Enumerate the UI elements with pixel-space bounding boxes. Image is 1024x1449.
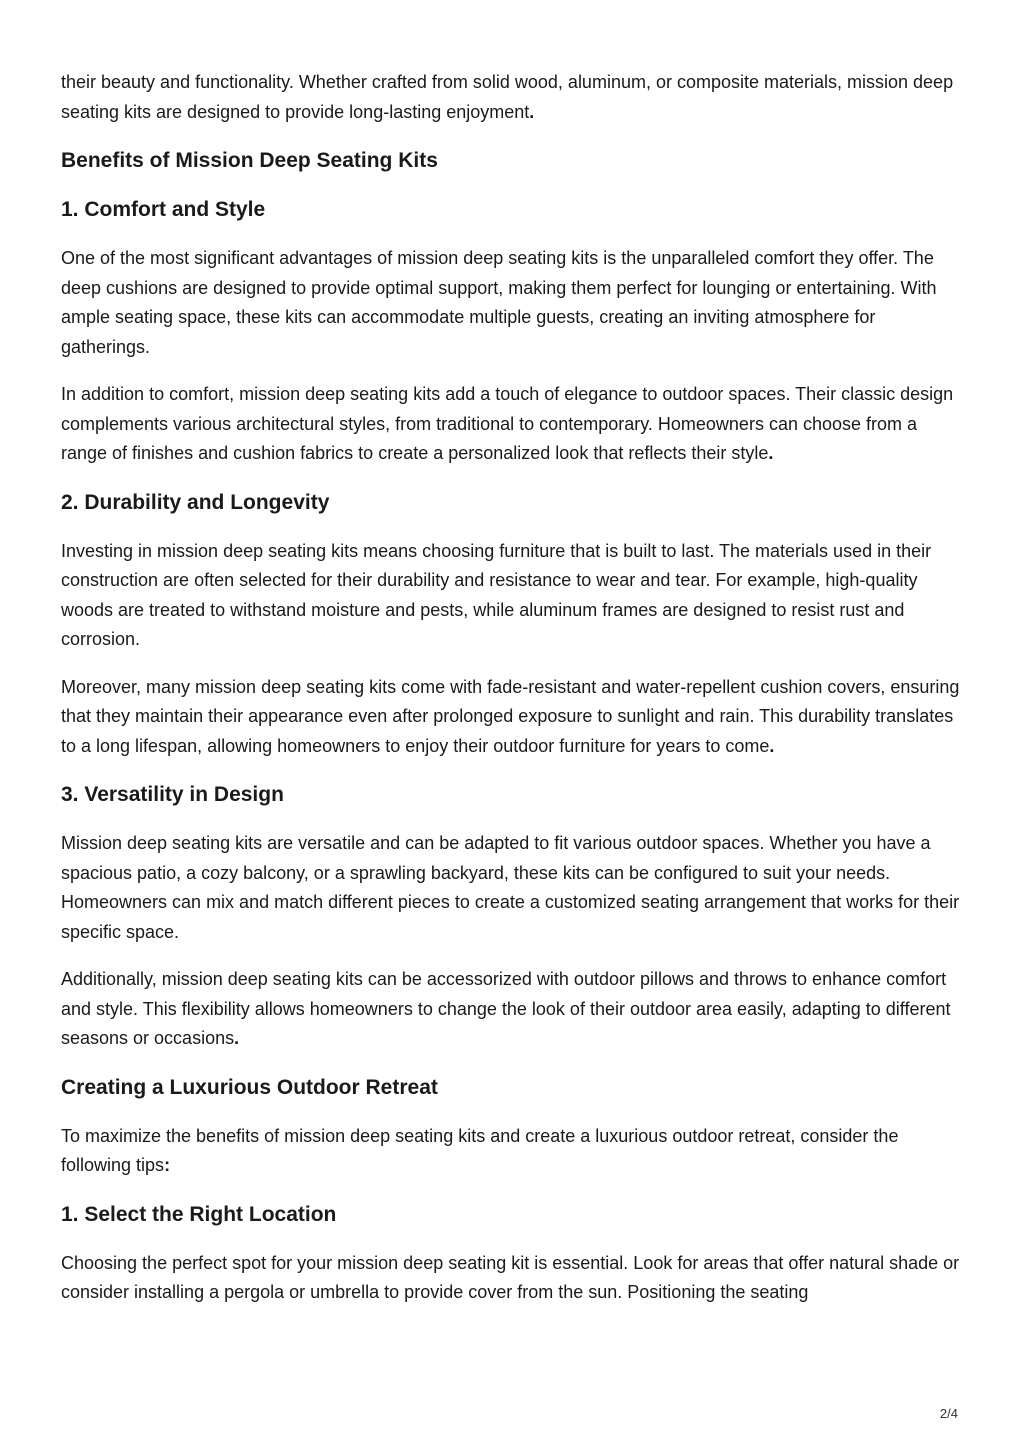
durability-paragraph-2 (61, 673, 967, 762)
versatility-paragraph-1: Mission deep seating kits are versatile and can be adapted to fit various outdoor spaces. Whether you have a spacious patio, a cozy balcony, or a sprawling backyard, these kits can be configured to suit your needs. Homeowners can mix and match different pieces to create a customized seating arrangement that works for their specific space. (61, 833, 960, 942)
durability-paragraph-2-end: . (769, 735, 775, 756)
comfort-paragraph-2-text: In addition to comfort, mission deep seating kits add a touch of elegance to outdoor spaces. Their classic design complements various architectural styles, from traditional to contemporary. Homeowners can choose from a range of finishes and cushion fabrics to create a personalized look that reflects their style (61, 384, 954, 463)
benefits-heading: Benefits of Mission Deep Seating Kits (61, 149, 438, 172)
location-paragraph-1: Choosing the perfect spot for your mission deep seating kit is essential. Look for areas that offer natural shade or consider installing a pergola or umbrella to provide cover from the sun. Positioning the seating (61, 1252, 960, 1302)
location-heading: 1. Select the Right Location (61, 1202, 337, 1226)
durability-paragraph-1: Investing in mission deep seating kits means choosing furniture that is built to last. The materials used in their construction are often selected for their durability and resistance to wear and tear. For example, high-quality woods are treated to withstand moisture and pests, while aluminum frames are designed to resist rust and corrosion. (61, 540, 932, 649)
retreat-intro-text: To maximize the benefits of mission deep seating kits and create a luxurious outdoor retreat, consider the following tips (61, 1125, 899, 1175)
versatility-paragraph-2-text: Additionally, mission deep seating kits can be accessorized with outdoor pillows and throws to enhance comfort and style. This flexibility allows homeowners to change the look of their outdoor area easily, adapting to different seasons or occasions (61, 969, 951, 1048)
intro-paragraph (61, 68, 967, 127)
retreat-intro-paragraph (61, 1122, 967, 1181)
comfort-heading: 1. Comfort and Style (61, 198, 266, 221)
versatility-paragraph-2 (61, 965, 967, 1054)
retreat-heading: Creating a Luxurious Outdoor Retreat (61, 1075, 438, 1099)
comfort-paragraph-2 (61, 380, 967, 469)
durability-heading: 2. Durability and Longevity (61, 490, 330, 514)
durability-paragraph-2-text: Moreover, many mission deep seating kits come with fade-resistant and water-repellent cushion covers, ensuring that they maintain their appearance even after prolonged exposure to sunlight and rain. This durability translates to a long lifespan, allowing homeowners to enjoy their outdoor furniture for years to come (61, 676, 960, 756)
comfort-paragraph-2-end: . (768, 443, 774, 463)
retreat-intro-end: : (164, 1155, 171, 1175)
versatility-heading: 3. Versatility in Design (61, 783, 284, 806)
comfort-paragraph-1: One of the most significant advantages of mission deep seating kits is the unparalleled comfort they offer. The deep cushions are designed to provide optimal support, making them perfect for lounging or entertaining. With ample seating space, these kits can accommodate multiple guests, creating an inviting atmosphere for gatherings. (61, 248, 937, 357)
intro-end: . (529, 101, 535, 122)
intro-text: their beauty and functionality. Whether crafted from solid wood, aluminum, or composite materials, mission deep seating kits are designed to provide long-lasting enjoyment (61, 72, 954, 122)
document-page (61, 68, 967, 1308)
page-number: 2/4 (939, 1406, 958, 1421)
versatility-paragraph-2-end: . (234, 1028, 240, 1048)
